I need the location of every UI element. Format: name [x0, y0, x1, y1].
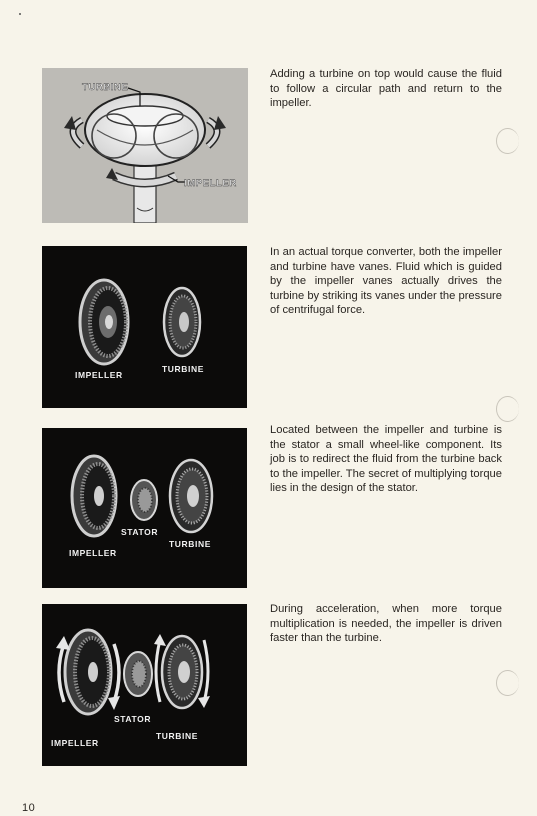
acceleration-photo: [42, 604, 247, 766]
label-stator: STATOR: [121, 527, 159, 537]
figure-stator-photo: [42, 428, 247, 588]
binder-hole: [496, 128, 519, 154]
impeller-stator-turbine-photo: [42, 428, 247, 588]
label-turbine: TURBINE: [162, 364, 204, 374]
label-impeller: IMPELLER: [75, 370, 123, 380]
figure-acceleration-photo: [42, 604, 247, 766]
binder-hole: [496, 396, 519, 422]
label-turbine: TURBINE: [82, 82, 129, 93]
turbine-impeller-diagram: [42, 68, 248, 223]
label-turbine: TURBINE: [156, 731, 198, 741]
label-impeller: IMPELLER: [51, 738, 99, 748]
page-number: 10: [22, 802, 36, 814]
caption-stator: Located between the impeller and turbine is the stator a small wheel-like component. Its job is to redirect the fluid from the turbine back to the impeller. The secret of multiplying torque lies in the design of the stator.: [270, 424, 502, 495]
figure-turbine-on-top: [42, 68, 248, 223]
label-impeller: IMPELLER: [184, 178, 237, 189]
caption-vanes: In an actual torque converter, both the impeller and turbine have vanes. Fluid which is guided by the impeller vanes actually drives the turbine by striking its vanes under the pressure of centrifugal force.: [270, 246, 502, 317]
binder-hole: [496, 670, 519, 696]
impeller-turbine-photo: [42, 246, 247, 408]
label-impeller: IMPELLER: [69, 548, 117, 558]
caption-acceleration: During acceleration, when more torque multiplication is needed, the impeller is driven faster than the turbine.: [270, 603, 502, 645]
label-turbine: TURBINE: [169, 539, 211, 549]
caption-turbine-on-top: Adding a turbine on top would cause the fluid to follow a circular path and return to the impeller.: [270, 68, 502, 110]
label-stator: STATOR: [114, 714, 152, 724]
figure-impeller-turbine-photo: [42, 246, 247, 408]
print-speck: [19, 13, 21, 15]
